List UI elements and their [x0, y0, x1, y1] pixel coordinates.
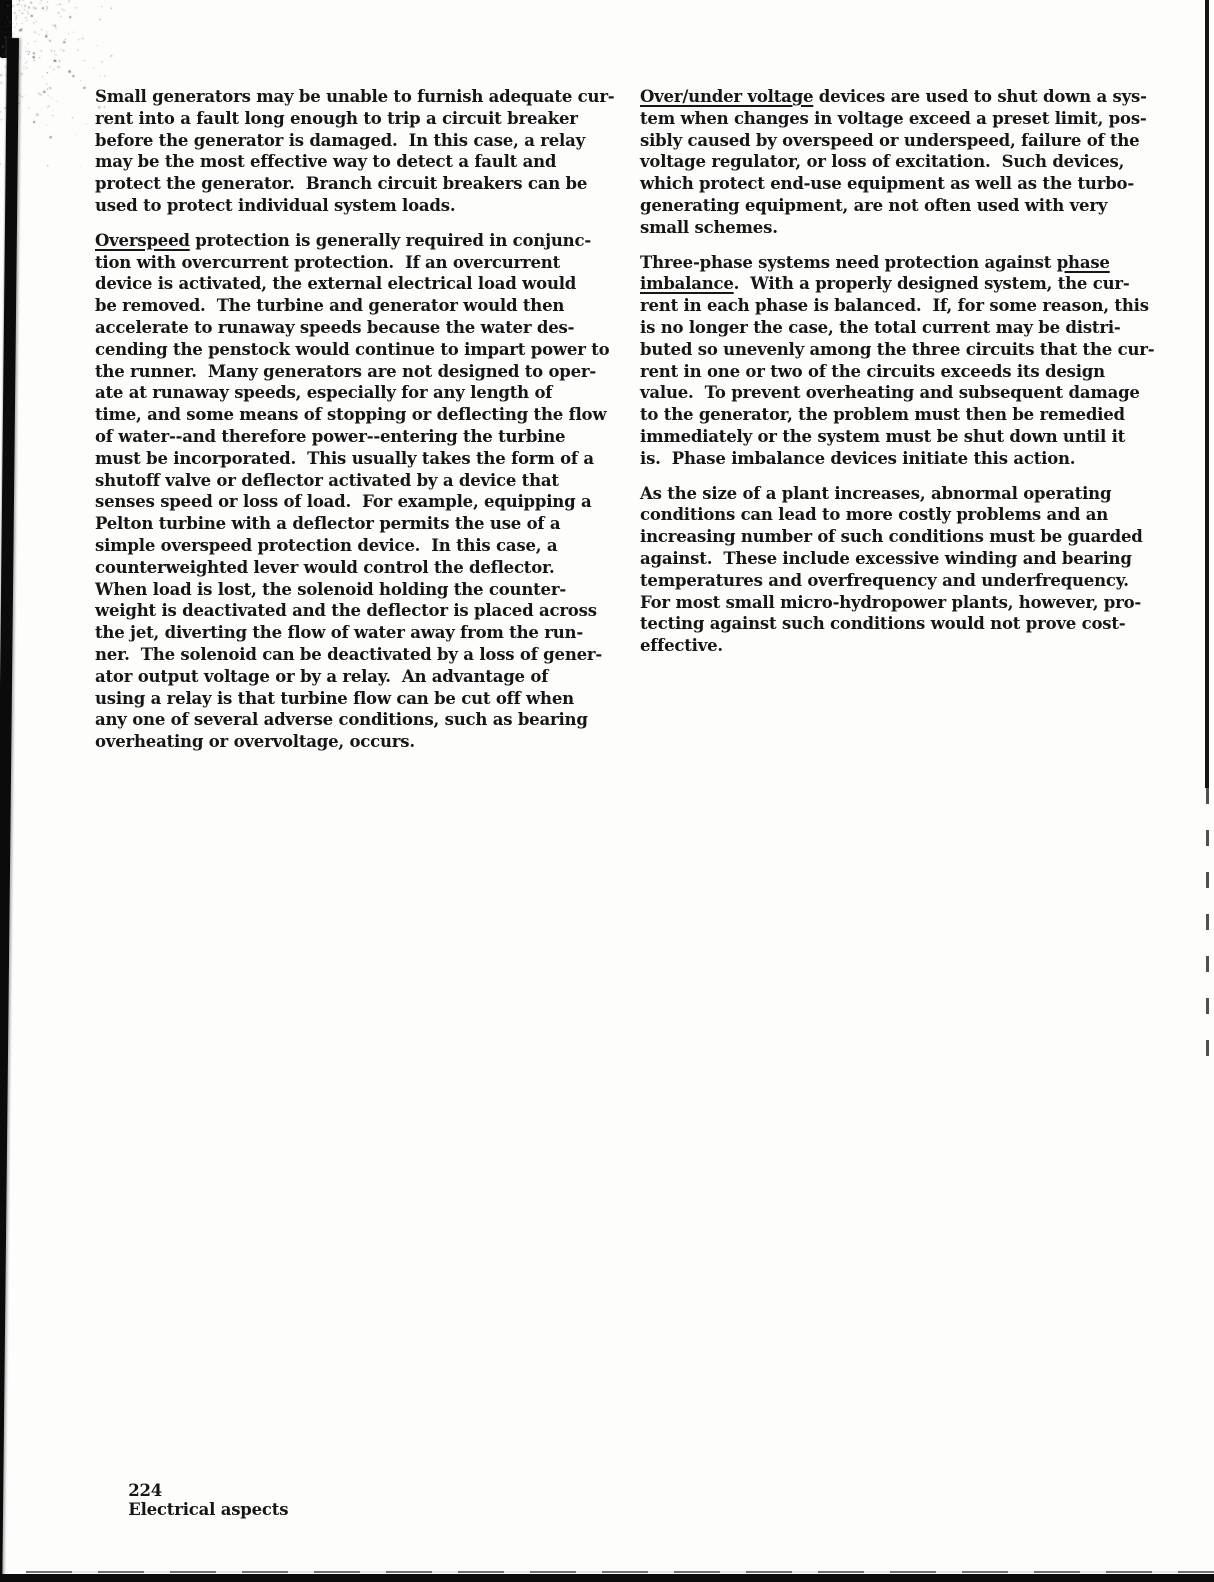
page-number: 224	[128, 1481, 163, 1500]
text-line: tecting against such conditions would not prove cost-	[640, 614, 1126, 634]
text-line: senses speed or loss of load. For example, equipping a	[95, 492, 592, 512]
underlined-term: imbalance	[640, 274, 734, 294]
text-line: the runner. Many generators are not designed to oper-	[95, 361, 597, 381]
text-line: which protect end-use equipment as well as the turbo-	[640, 174, 1134, 194]
paragraph	[95, 230, 625, 753]
text-line: is no longer the case, the total current may be distri-	[640, 317, 1121, 337]
text-line: is. Phase imbalance devices initiate this action.	[640, 448, 1076, 468]
text-line: before the generator is damaged. In this case, a relay	[95, 130, 585, 150]
text-line: Overspeed protection is generally required in conjunc-	[95, 230, 591, 250]
left-column	[95, 86, 625, 766]
text-line: When load is lost, the solenoid holding the counter-	[95, 579, 566, 599]
text-line: rent in one or two of the circuits exceeds its design	[640, 361, 1105, 381]
text-line: effective.	[640, 636, 723, 656]
scan-edge-right-dashes	[1206, 788, 1209, 1068]
text-line: overheating or overvoltage, occurs.	[95, 732, 415, 752]
paragraph	[640, 483, 1170, 657]
text-line: Three-phase systems need protection against phase	[640, 252, 1110, 272]
paragraph	[95, 86, 625, 217]
text-line: protect the generator. Branch circuit breakers can be	[95, 174, 588, 194]
text-line: against. These include excessive winding and bearing	[640, 548, 1132, 568]
text-line: ate at runaway speeds, especially for any length of	[95, 383, 553, 403]
underlined-term: phase	[1056, 252, 1110, 272]
text-line: ator output voltage or by a relay. An advantage of	[95, 666, 549, 686]
text-line: accelerate to runaway speeds because the water des-	[95, 317, 575, 337]
scan-bottom-gray-line	[26, 1571, 1214, 1573]
right-column	[640, 86, 1170, 670]
text-line: any one of several adverse conditions, such as bearing	[95, 710, 588, 730]
text-line: For most small micro-hydropower plants, however, pro-	[640, 592, 1142, 612]
text-line: to the generator, the problem must then be remedied	[640, 405, 1125, 425]
text-line: As the size of a plant increases, abnormal operating	[640, 483, 1112, 503]
text-line: sibly caused by overspeed or underspeed, failure of the	[640, 130, 1140, 150]
text-line: time, and some means of stopping or deflecting the flow	[95, 405, 607, 425]
text-line: voltage regulator, or loss of excitation. Such devices,	[640, 152, 1125, 172]
text-line: value. To prevent overheating and subsequent damage	[640, 383, 1140, 403]
scan-edge-bottom-bar	[0, 1574, 1214, 1582]
text-line: simple overspeed protection device. In this case, a	[95, 535, 558, 555]
text-line: temperatures and overfrequency and underfrequency.	[640, 570, 1129, 590]
scan-edge-right-line	[1205, 0, 1209, 788]
underlined-term: Overspeed	[95, 230, 190, 250]
section-title: Electrical aspects	[128, 1500, 289, 1519]
text-line: ner. The solenoid can be deactivated by a loss of gener-	[95, 644, 603, 664]
text-line: be removed. The turbine and generator would then	[95, 296, 565, 316]
text-line: immediately or the system must be shut down until it	[640, 426, 1126, 446]
text-line: counterweighted lever would control the deflector.	[95, 557, 555, 577]
text-line: weight is deactivated and the deflector is placed across	[95, 601, 597, 621]
text-line: using a relay is that turbine flow can be cut off when	[95, 688, 574, 708]
text-line: rent into a fault long enough to trip a circuit breaker	[95, 108, 578, 128]
text-line: conditions can lead to more costly problems and an	[640, 505, 1109, 525]
text-line: used to protect individual system loads.	[95, 195, 456, 215]
text-line: cending the penstock would continue to impart power to	[95, 339, 610, 359]
text-line: Over/under voltage devices are used to shut down a sys-	[640, 87, 1147, 106]
text-line: imbalance. With a properly designed system, the cur-	[640, 274, 1130, 294]
text-line: tem when changes in voltage exceed a preset limit, pos-	[640, 108, 1147, 128]
paragraph	[640, 86, 1170, 239]
text-line: increasing number of such conditions must be guarded	[640, 527, 1143, 547]
scan-edge-left-bar	[0, 38, 19, 1582]
text-line: rent in each phase is balanced. If, for some reason, this	[640, 296, 1149, 316]
text-line: may be the most effective way to detect a fault and	[95, 152, 557, 172]
text-line: small schemes.	[640, 217, 778, 237]
text-line: generating equipment, are not often used with very	[640, 195, 1108, 215]
underlined-term: Over/under voltage	[640, 87, 814, 106]
text-line: Small generators may be unable to furnish adequate cur-	[95, 87, 615, 106]
text-line: the jet, diverting the flow of water away from the run-	[95, 623, 583, 643]
text-line: tion with overcurrent protection. If an overcurrent	[95, 252, 560, 272]
text-line: device is activated, the external electrical load would	[95, 274, 577, 294]
paragraph	[640, 252, 1170, 470]
text-line: shutoff valve or deflector activated by a device that	[95, 470, 559, 490]
text-line: of water--and therefore power--entering the turbine	[95, 426, 566, 446]
text-line: buted so unevenly among the three circuits that the cur-	[640, 339, 1155, 359]
page-footer	[106, 1462, 288, 1538]
text-line: must be incorporated. This usually takes the form of a	[95, 448, 594, 468]
text-line: Pelton turbine with a deflector permits the use of a	[95, 514, 561, 534]
